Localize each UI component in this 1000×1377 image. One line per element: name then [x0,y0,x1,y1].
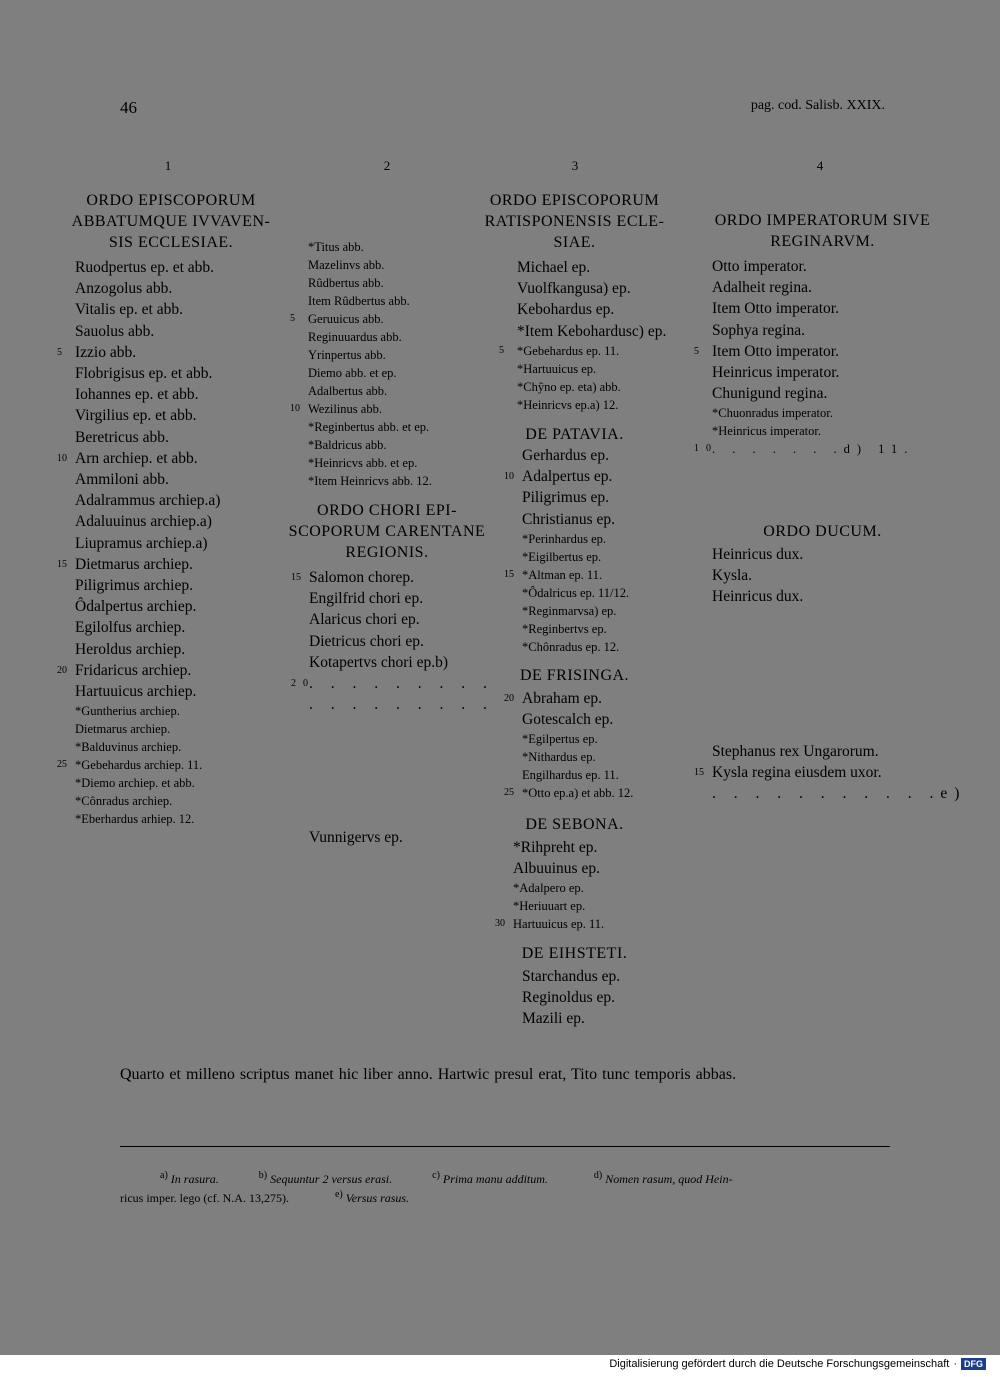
entry-text: Gotescalch ep. [522,711,614,729]
entry-text: Kysla. [712,567,753,585]
list-item [308,454,492,472]
list-item [308,364,492,382]
list-item [75,405,286,426]
list-item [308,238,492,256]
entry-text: *Altman ep. 11. [522,567,603,582]
list-item [308,346,492,364]
heading-line: ORDO IMPERATORUM SIVE [714,212,931,229]
line-number: 5 [694,345,699,357]
entry-text: *Perinhardus ep. [522,531,607,546]
entry-text: Ruodpertus ep. et abb. [75,259,215,276]
list-item [712,320,950,341]
colophon: Quarto et milleno scriptus manet hic liber anno. Hartwic presul erat, Tito tunc temporis abbas. [120,1066,737,1083]
entry-list [467,966,682,1030]
list-item [513,897,682,915]
entry-text: Adalrammus archiep.a) [75,492,221,510]
entry-text: Item Otto imperator. [712,342,839,360]
entry-text: Geruuicus abb. [308,312,384,326]
list-item [712,383,950,404]
list-item [712,565,950,586]
line-number: 20 [57,664,67,676]
list-item [712,422,950,440]
list-item [75,702,286,720]
column-3-part-e [467,943,682,1030]
entry-text: *Eberhardus arhiep. 12. [75,812,195,827]
footnote-e: $^{e)}$ Versus rasus. [334,1189,410,1205]
list-item [522,730,682,748]
entry-text: Item Rûdbertus abb. [308,294,410,308]
section-heading [695,521,950,542]
list-item [712,544,950,565]
entry-text: *Eigilbertus ep. [522,549,602,564]
entry-text: . . . . . . . . . [309,675,494,693]
list-item [517,378,682,396]
entry-text: Piligrimus archiep. [75,577,193,595]
entry-text: Dietmarus archiep. [75,555,193,573]
list-item [499,342,682,360]
heading-line: ORDO DUCUM. [763,523,882,540]
heading-line: ORDO EPISCOPORUM [489,192,660,209]
list-item [75,738,286,756]
list-item [75,533,286,554]
entry-text: *Heinricvs abb. et ep. [308,456,418,470]
entry-text: *Balduvinus archiep. [75,740,182,755]
entry-text: Kotapertvs chori ep.b) [309,653,449,671]
entry-text: *Chônradus ep. 12. [522,639,620,654]
footnote-c: $^{c)}$ Prima manu additum. [432,1170,548,1186]
line-number: 10 [504,471,514,483]
entry-text: *Cônradus archiep. [75,794,173,809]
line-number: 25 [504,787,514,799]
entry-text: Ammiloni abb. [75,471,169,489]
list-item [522,620,682,638]
entry-text: Adalbertus abb. [308,384,388,398]
entry-text: Kysla regina eiusdem uxor. [712,764,882,782]
section-heading [467,814,682,835]
heading-line: REGIONIS. [345,544,429,561]
entry-text: *Titus abb. [308,240,364,254]
footnote-a: $^{a)}$ In rasura. [160,1170,219,1186]
list-item [75,469,286,490]
list-item [75,511,286,532]
column-number-2: 2 [383,158,391,173]
list-item [522,638,682,656]
list-item [712,298,950,319]
entry-text: *Gebehardus archiep. 11. [75,758,203,773]
heading-line: SIAE. [553,234,596,251]
entry-text: *Chuonradus imperator. [712,406,833,421]
entry-text: Albuuinus ep. [513,860,600,878]
entry-text: Beretricus abb. [75,428,169,446]
list-item [75,575,286,596]
entry-text: Dietmarus archiep. [75,722,171,737]
list-item [308,472,492,490]
list-item [517,257,682,278]
entry-text: Salomon chorep. [309,569,415,586]
list-item [75,490,286,511]
entry-text: Reginuuardus abb. [308,330,402,344]
list-item [517,396,682,414]
list-item [75,774,286,792]
line-number: 15 [57,558,67,570]
list-item [522,766,682,784]
list-item [522,966,682,987]
heading-line: ORDO CHORI EPI- [317,502,457,519]
entry-text: *Guntherius archiep. [75,704,180,719]
entry-text: Sauolus abb. [75,322,155,340]
list-item [75,792,286,810]
section-heading [467,190,682,253]
entry-text: *Heinricus imperator. [712,424,821,439]
entry-text: Adalheit regina. [712,279,812,297]
entry-text: Izzio abb. [75,343,137,361]
section-heading [467,943,682,964]
entry-text: *Item Heinricvs abb. 12. [308,474,432,488]
dfg-logo: DFG [961,1358,986,1370]
entry-text: *Heinricvs ep.a) 12. [517,397,619,412]
entry-text: *Diemo archiep. et abb. [75,776,195,791]
line-number: 5 [499,344,504,356]
entry-text: Item Otto imperator. [712,300,839,318]
line-number: 10 [290,403,300,414]
entry-text: . . . . . . . . . [309,696,494,714]
list-item [75,257,286,278]
list-item [308,436,492,454]
entry-text: Chunigund regina. [712,385,828,403]
entry-list [467,837,682,933]
list-item [308,328,492,346]
list-item [522,602,682,620]
list-item [522,584,682,602]
list-item [522,548,682,566]
entry-text: Adalpertus ep. [522,468,613,486]
entry-text: Engilhardus ep. 11. [522,768,619,783]
entry-list [467,257,682,414]
line-number: 15 [694,767,704,779]
footnote-d-cont: ricus imper. lego (cf. N.A. 13,275). [120,1191,289,1205]
list-item [57,660,286,681]
entry-text: *Chŷno ep. eta) abb. [517,379,621,394]
list-item [504,466,682,487]
list-item [308,382,492,400]
entry-text: Alaricus chori ep. [309,611,420,629]
entry-text: Ôdalpertus archiep. [75,598,197,616]
entry-text: Kebohardus ep. [517,301,615,319]
list-item [513,858,682,879]
line-number: 5 [290,313,295,324]
entry-text: Vuolfkangusa) ep. [517,280,631,298]
list-item [75,681,286,702]
entry-text: Gerhardus ep. [522,447,609,464]
dfg-credit[interactable]: Digitalisierung gefördert durch die Deutsche Forschungsgemeinschaft · DFG [605,1357,990,1371]
list-item [504,784,682,802]
entry-text: Dietricus chori ep. [309,632,424,650]
entry-text: Mazelinvs abb. [308,258,385,272]
column-3-part-c [467,665,682,802]
list-item [495,915,682,933]
section-heading [467,665,682,686]
column-4-part-b [695,521,950,608]
list-item [290,310,492,328]
list-item [712,783,967,804]
entry-text: Wezilinus abb. [308,402,382,416]
list-item [522,445,682,466]
entry-text: Sophya regina. [712,321,805,339]
heading-line: RATISPONENSIS ECLE- [484,213,665,230]
line-number: 5 [57,346,62,358]
list-item [75,321,286,342]
list-item [522,530,682,548]
entry-text: Liupramus archiep.a) [75,534,208,552]
list-item [57,756,286,774]
entry-list [56,257,286,828]
entry-text: Heinricus dux. [712,588,804,606]
running-head: pag. cod. Salisb. XXIX. [750,98,885,113]
column-3-part-a [467,190,682,414]
page-number: 46 [120,98,137,117]
list-item [517,278,682,299]
list-item [522,987,682,1008]
list-item [517,321,682,342]
column-4-part-a [695,210,950,458]
line-number: 15 [504,568,514,580]
entry-text: . . . . . . . . . . .e) [712,785,967,803]
entry-text: Vitalis ep. et abb. [75,301,183,319]
footnotes-line-2 [120,1189,409,1206]
credit-text: Digitalisierung gefördert durch die Deutsche Forschungsgemeinschaft [609,1358,950,1370]
footnote-b: $^{b)}$ Sequuntur 2 versus erasi. [258,1170,393,1186]
list-item [712,586,950,607]
list-item [290,400,492,418]
column-2-part-a [290,238,492,490]
list-item [57,342,286,363]
column-number-4: 4 [816,158,824,173]
list-item [513,879,682,897]
line-number: 10 [57,452,67,464]
list-item [712,404,950,422]
list-item [522,487,682,508]
entry-text: Engilfrid chori ep. [309,590,424,608]
list-item [517,299,682,320]
entry-list [467,688,682,802]
entry-text: . . . . . . .d) 11. [712,442,915,457]
column-number-1: 1 [164,158,172,173]
line-number: 15 [291,572,301,583]
section-heading [467,424,682,445]
entry-text: Christianus ep. [522,510,615,528]
entry-text: Starchandus ep. [522,968,621,985]
list-item [522,709,682,730]
list-item [694,341,950,362]
list-item [712,256,950,277]
entry-text: *Rihpreht ep. [513,839,598,856]
list-item [75,617,286,638]
list-item [517,360,682,378]
entry-text: Piligrimus ep. [522,489,609,507]
line-number: 10 [694,443,718,455]
entry-list [694,741,967,805]
entry-text: Egilolfus archiep. [75,619,186,637]
line-number: 30 [495,918,505,930]
list-item [75,720,286,738]
entry-text: Virgilius ep. et abb. [75,407,197,425]
entry-text: Reginoldus ep. [522,989,615,1007]
entry-text: *Egilpertus ep. [522,732,598,747]
entry-list [467,445,682,656]
entry-text: Arn archiep. et abb. [75,449,198,467]
list-item [712,741,950,762]
entry-text: *Gebehardus ep. 11. [517,343,620,358]
list-item [513,837,682,858]
heading-line: SIS ECCLESIAE. [108,234,234,251]
list-item [75,384,286,405]
column-4-part-c [694,741,967,805]
list-item [57,448,286,469]
list-item [694,762,950,783]
list-item [75,299,286,320]
line-number: 25 [57,759,67,771]
heading-line: DE EIHSTETI. [521,945,628,962]
heading-line: ABBATUMQUE IVVAVEN- [71,213,271,230]
entry-text: Stephanus rex Ungarorum. [712,743,879,760]
entry-text: Heroldus archiep. [75,640,186,658]
list-item [75,810,286,828]
entry-text: Rûdbertus abb. [308,276,384,290]
entry-text: Hartuuicus ep. 11. [513,917,605,932]
section-heading [695,210,950,252]
heading-line: DE PATAVIA. [525,426,624,443]
list-item [75,278,286,299]
list-item [308,418,492,436]
list-item [75,427,286,448]
entry-text: Flobrigisus ep. et abb. [75,365,213,383]
entry-list [695,544,950,608]
entry-text: *Reginbertvs ep. [522,621,607,636]
heading-line: ORDO EPISCOPORUM [86,192,256,209]
heading-line: DE SEBONA. [525,816,624,833]
entry-text: Diemo abb. et ep. [308,366,397,380]
heading-line: REGINARVM. [770,233,875,250]
entry-text: Otto imperator. [712,258,807,275]
entry-text: Heinricus dux. [712,546,804,563]
entry-text: Adaluuinus archiep.a) [75,513,212,531]
entry-text: Iohannes ep. et abb. [75,386,199,404]
entry-text: *Reginmarvsa) ep. [522,603,617,618]
entry-text: Vunnigervs ep. [309,829,403,846]
list-item [712,277,950,298]
entry-text: *Otto ep.a) et abb. 12. [522,786,634,801]
list-item [308,274,492,292]
line-number: 20 [504,693,514,704]
list-item [75,363,286,384]
section-heading [56,190,286,253]
entry-text: Abraham ep. [522,690,603,707]
entry-text: *Adalpero ep. [513,881,584,896]
line-number: 20 [291,678,315,690]
list-item [504,688,682,709]
entry-text: Yrinpertus abb. [308,348,386,362]
heading-line: DE FRISINGA. [519,667,630,684]
entry-text: *Hartuuicus ep. [517,361,597,376]
column-number-3: 3 [571,158,579,173]
list-item [522,509,682,530]
column-1 [56,190,286,828]
list-item [522,1008,682,1029]
list-item [712,362,950,383]
heading-line: SCOPORUM CARENTANE [288,523,486,540]
column-3-part-b [467,424,682,656]
list-item [694,440,950,458]
list-item [522,748,682,766]
column-3-part-d [467,814,682,933]
entry-text: *Heriuuart ep. [513,899,586,914]
list-item [308,292,492,310]
list-item [308,256,492,274]
entry-list [695,256,950,458]
list-item [57,554,286,575]
entry-text: Hartuuicus archiep. [75,683,197,701]
list-item [75,639,286,660]
footnote-d: $^{d)}$ Nomen rasum, quod Hein- [593,1170,733,1186]
entry-text: Anzogolus abb. [75,280,173,298]
entry-text: *Reginbertus abb. et ep. [308,420,430,434]
footnote-rule [120,1146,890,1147]
entry-list [290,238,492,490]
list-item [504,566,682,584]
entry-text: Mazili ep. [522,1010,585,1028]
entry-text: Michael ep. [517,259,591,276]
entry-text: Heinricus imperator. [712,364,840,382]
entry-text: *Ôdalricus ep. 11/12. [522,585,630,600]
entry-text: Fridaricus archiep. [75,661,192,679]
entry-text: *Item Kebohardusc) ep. [517,322,667,340]
entry-text: *Baldricus abb. [308,438,387,452]
footnotes-line-1 [160,1170,733,1187]
list-item [75,596,286,617]
entry-text: *Nithardus ep. [522,750,596,765]
